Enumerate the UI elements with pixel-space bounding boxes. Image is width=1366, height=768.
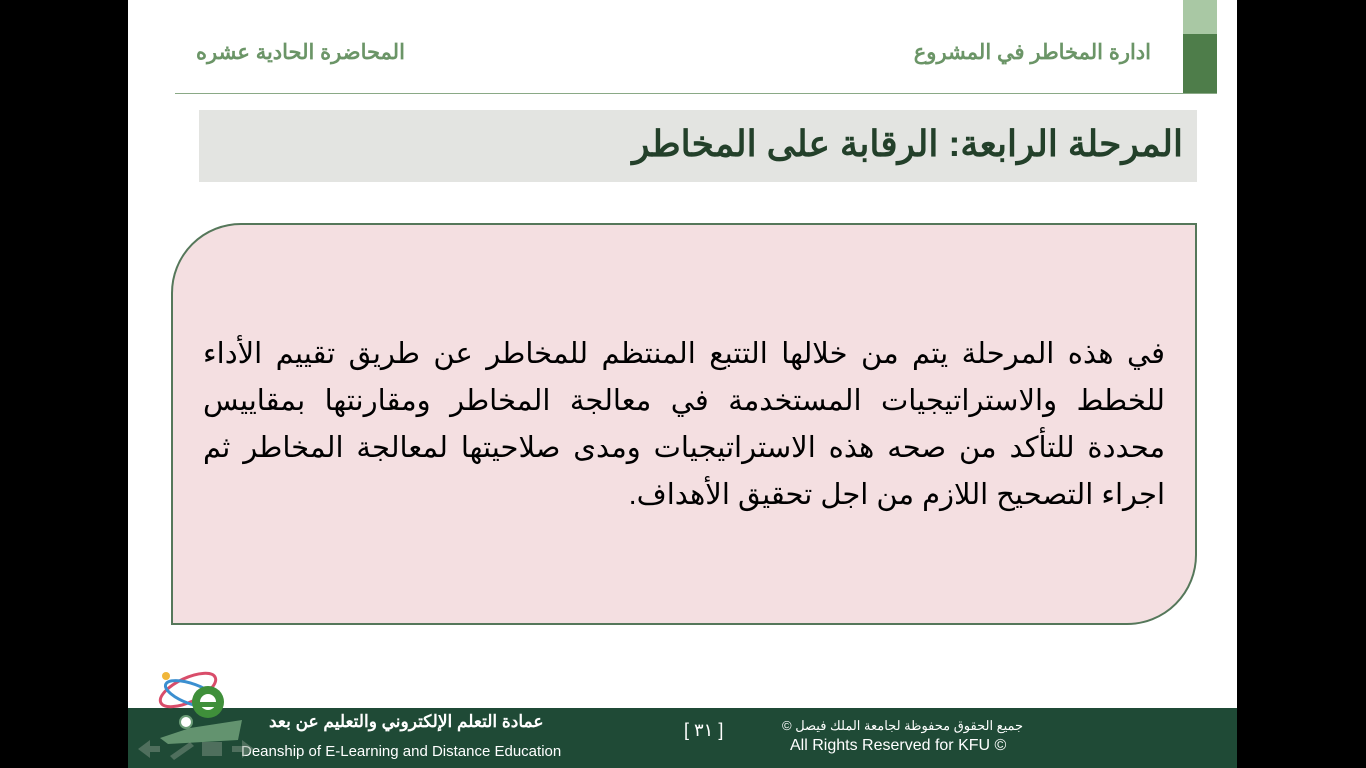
header-divider [175,93,1217,94]
navigation-arrows-icon[interactable] [136,738,256,760]
elearning-logo-icon [150,660,250,750]
content-box [171,223,1197,625]
accent-block-light [1183,0,1217,34]
slide-heading-band [199,110,1197,182]
slide-heading: المرحلة الرابعة: الرقابة على المخاطر [632,123,1183,164]
content-body: في هذه المرحلة يتم من خلالها التتبع المنتظم للمخاطر عن طريق تقييم الأداء للخطط والاستراتيجيات المستخدمة في معالجة المخاطر ومقارنتها بمقاييس محددة للتأكد من صحه هذه الاستراتيجيات ومدى صلاحيتها لمعالجة المخاطر ثم اجراء التصحيح اللازم من اجل تحقيق الأهداف. [203,338,1165,511]
deanship-name-ar: عمادة التعلم الإلكتروني والتعليم عن بعد [269,712,544,731]
slide [128,0,1237,768]
copyright-ar: جميع الحقوق محفوظة لجامعة الملك فيصل © [782,718,1024,733]
course-title: ادارة المخاطر في المشروع [913,41,1151,64]
deanship-name-en: Deanship of E-Learning and Distance Education [241,743,562,760]
lecture-title: المحاضرة الحادية عشره [196,41,405,64]
accent-block-dark [1183,34,1217,94]
footer [128,708,1237,768]
page-number: [ ٣١ ] [684,720,724,740]
copyright-en: All Rights Reserved for KFU © [790,737,1007,754]
